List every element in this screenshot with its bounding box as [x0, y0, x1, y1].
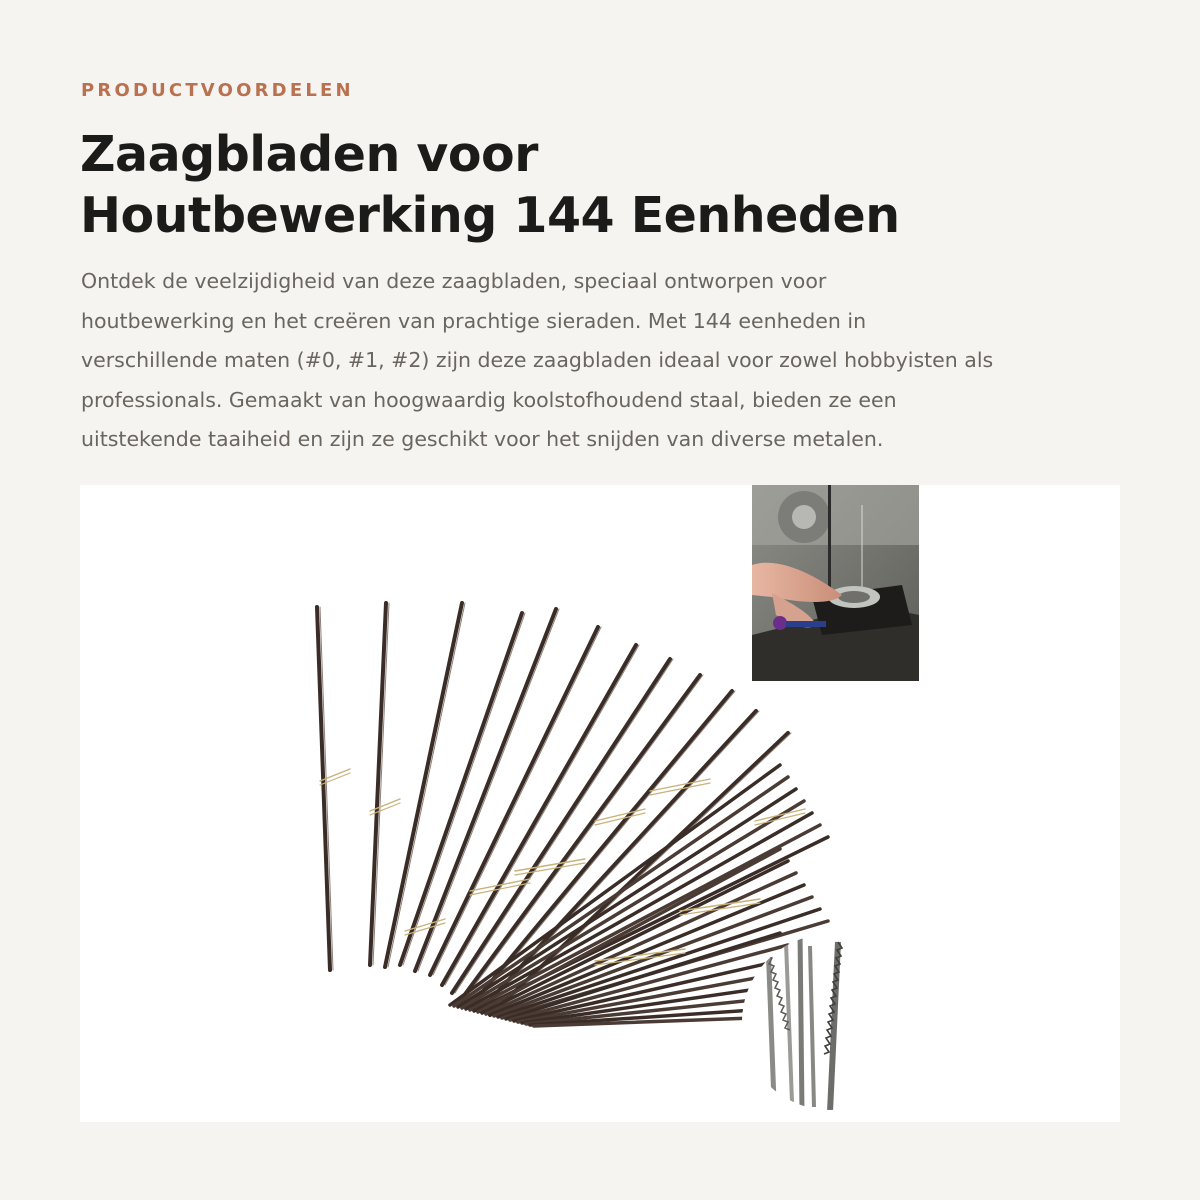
- title-line: Houtbewerking 144 Eenheden: [80, 187, 900, 244]
- description-line: houtbewerking en het creëren van prachtige sieraden. Met 144 eenheden in: [81, 308, 867, 333]
- closeup-illustration: [740, 932, 920, 1112]
- jeweler-sawing-photo: [752, 485, 919, 681]
- saw-blade-highlight: [373, 603, 389, 965]
- usage-photo-illustration: [752, 485, 919, 681]
- blade-teeth-closeup: [740, 932, 920, 1112]
- description-line: Ontdek de veelzijdigheid van deze zaagbladen, speciaal ontworpen voor: [81, 269, 827, 293]
- title-line: Zaagbladen voor: [80, 126, 538, 183]
- product-image-panel: [80, 485, 1120, 1122]
- saw-blade-highlight: [388, 603, 465, 967]
- description-line: uitstekende taaiheid en zijn ze geschikt voor het snijden van diverse metalen.: [81, 427, 884, 451]
- saw-blade: [385, 603, 462, 967]
- description-line: verschillende maten (#0, #1, #2) zijn deze zaagbladen ideaal voor zowel hobbyisten als: [81, 348, 994, 372]
- description-line: professionals. Gemaakt van hoogwaardig koolstofhoudend staal, bieden ze een: [81, 387, 897, 412]
- saw-blade-highlight: [418, 609, 559, 971]
- saw-blade: [370, 603, 386, 965]
- section-eyebrow: PRODUCTVOORDELEN: [81, 80, 354, 101]
- section-title: [80, 124, 1120, 246]
- section-description: [81, 262, 1121, 460]
- saw-blades-illustration: [80, 485, 1120, 1122]
- saw-blade: [442, 645, 636, 985]
- saw-blade: [415, 609, 556, 971]
- saw-blade: [317, 607, 330, 970]
